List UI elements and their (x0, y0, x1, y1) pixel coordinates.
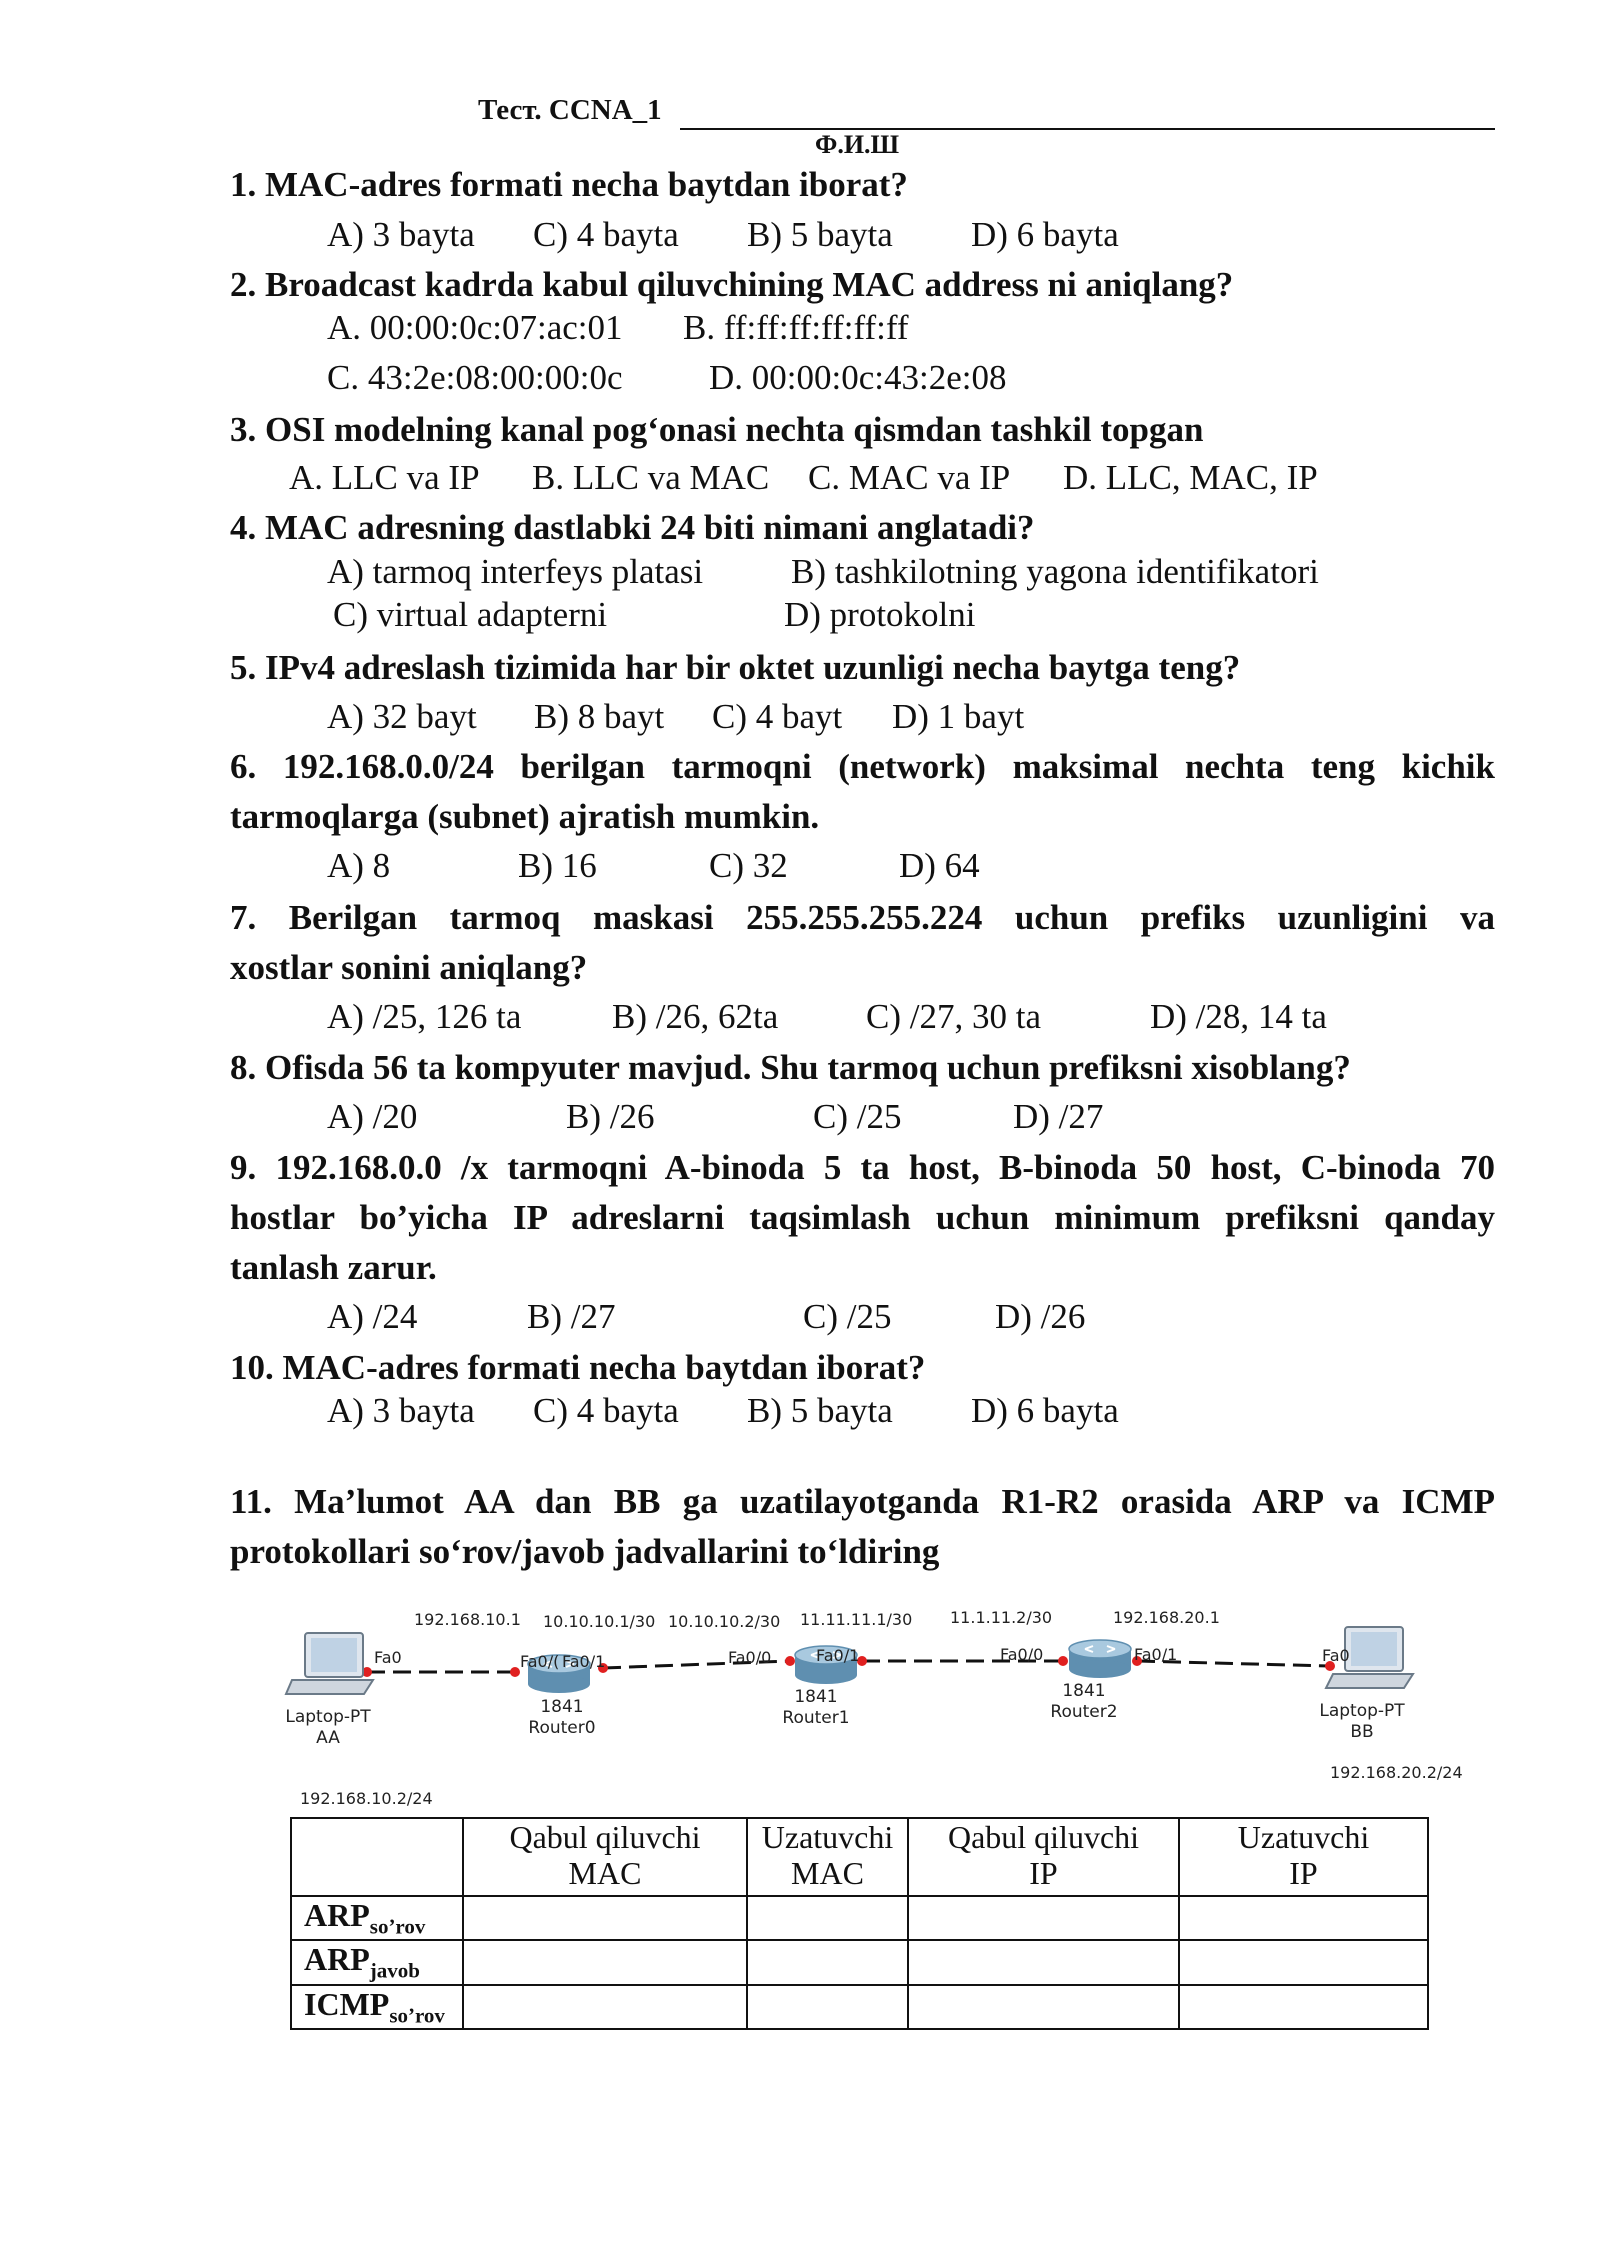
answer-cell[interactable] (463, 1896, 747, 1940)
option-9a: A) /24 (327, 1297, 418, 1336)
laptop-icon (286, 1633, 373, 1694)
device-model: 1841 (540, 1697, 584, 1717)
option-10b: B) 5 bayta (747, 1391, 893, 1430)
option-5a: A) 32 bayt (327, 697, 477, 736)
device-model: Laptop-PT (285, 1707, 371, 1727)
answer-cell[interactable] (1179, 1940, 1428, 1984)
question-10: 10. MAC-adres formati necha baytdan iborat? (230, 1348, 926, 1387)
question-6-line-1: 6. 192.168.0.0/24 berilgan tarmoqni (network) maksimal nechta teng kichik (230, 747, 1495, 786)
port-label: Fa0/( (520, 1652, 560, 1671)
option-4d: D) protokolni (784, 595, 976, 634)
device-name: Router0 (528, 1718, 596, 1738)
row-label: $ICMP_{so’rov}$ (291, 1985, 463, 2029)
option-5b: B) 8 bayt (534, 697, 665, 736)
row-label: $ARP_{javob}$ (291, 1940, 463, 1984)
question-5: 5. IPv4 adreslash tizimida har bir oktet uzunligi necha baytga teng? (230, 648, 1241, 687)
option-2c: C. 43:2e:08:00:00:0c (327, 358, 623, 397)
option-9d: D) /26 (995, 1297, 1086, 1336)
option-8d: D) /27 (1013, 1097, 1104, 1136)
ip-label: 192.168.10.2/24 (300, 1789, 433, 1808)
router-icon (1069, 1640, 1131, 1678)
option-7b: B) /26, 62ta (612, 997, 779, 1036)
option-4a: A) tarmoq interfeys platasi (327, 552, 704, 591)
option-9c: C) /25 (803, 1297, 892, 1336)
option-6a: A) 8 (327, 846, 391, 885)
answer-cell[interactable] (747, 1985, 908, 2029)
question-9-line-1: 9. 192.168.0.0 /x tarmoqni A-binoda 5 ta host, B-binoda 50 host, C-binoda 70 (230, 1148, 1495, 1187)
device-name: AA (316, 1728, 340, 1748)
answer-cell[interactable] (1179, 1896, 1428, 1940)
ip-label: 10.10.10.2/30 (668, 1612, 781, 1631)
option-1b: B) 5 bayta (747, 215, 893, 254)
answer-cell[interactable] (463, 1985, 747, 2029)
option-7d: D) /28, 14 ta (1150, 997, 1327, 1036)
port-label: Fa0/1 (562, 1652, 606, 1671)
answer-cell[interactable] (908, 1896, 1179, 1940)
device-aa-label (268, 1707, 388, 1749)
option-6d: D) 64 (899, 846, 980, 885)
table-header-dst-mac: Qabul qiluvchi MAC (463, 1818, 747, 1896)
option-8a: A) /20 (327, 1097, 418, 1136)
name-label: Ф.И.Ш (815, 130, 900, 159)
ip-label: 192.168.10.1 (414, 1610, 521, 1629)
option-8b: B) /26 (566, 1097, 655, 1136)
device-name: Router2 (1050, 1702, 1118, 1722)
port-label: Fa0 (1322, 1646, 1350, 1665)
question-11-line-1: 11. Ma’lumot AA dan BB ga uzatilayotganda R1-R2 orasida ARP va ICMP (230, 1482, 1495, 1521)
question-11-line-2: protokollari so‘rov/javob jadvallarini to‘ldiring (230, 1532, 940, 1571)
question-7-line-1: 7. Berilgan tarmoq maskasi 255.255.255.224 uchun prefiks uzunligini va (230, 898, 1495, 937)
option-10a: A) 3 bayta (327, 1391, 475, 1430)
table-row (291, 1940, 1428, 1984)
option-2b: B. ff:ff:ff:ff:ff:ff (683, 308, 909, 347)
router0-label (502, 1697, 622, 1739)
port-label: Fa0/0 (728, 1648, 772, 1667)
ip-label: 10.10.10.1/30 (543, 1612, 656, 1631)
question-1: 1. MAC-adres formati necha baytdan iborat? (230, 165, 908, 204)
question-8: 8. Ofisda 56 ta kompyuter mavjud. Shu tarmoq uchun prefiksni xisoblang? (230, 1048, 1351, 1087)
option-6b: B) 16 (518, 846, 597, 885)
option-1c: C) 4 bayta (533, 215, 679, 254)
option-10c: C) 4 bayta (533, 1391, 679, 1430)
option-1d: D) 6 bayta (971, 215, 1119, 254)
option-2d: D. 00:00:0c:43:2e:08 (709, 358, 1007, 397)
ip-label: 192.168.20.1 (1113, 1608, 1220, 1627)
answer-cell[interactable] (908, 1985, 1179, 2029)
answer-cell[interactable] (1179, 1985, 1428, 2029)
ip-label: 11.1.11.2/30 (950, 1608, 1053, 1627)
answer-cell[interactable] (747, 1896, 908, 1940)
port-label: Fa0/1 (1134, 1645, 1178, 1664)
question-2: 2. Broadcast kadrda kabul qiluvchining MAC address ni aniqlang? (230, 265, 1234, 304)
option-7a: A) /25, 126 ta (327, 997, 522, 1036)
arp-icmp-table (290, 1817, 1429, 2030)
answer-cell[interactable] (747, 1940, 908, 1984)
option-3d: D. LLC, MAC, IP (1063, 458, 1318, 497)
port-label: Fa0 (374, 1648, 402, 1667)
table-row (291, 1896, 1428, 1940)
table-header-row (291, 1818, 1428, 1896)
question-3: 3. OSI modelning kanal pog‘onasi nechta qismdan tashkil topgan (230, 410, 1204, 449)
question-7-line-2: xostlar sonini aniqlang? (230, 948, 588, 987)
option-8c: C) /25 (813, 1097, 902, 1136)
device-bb-label (1302, 1701, 1422, 1743)
device-model: 1841 (794, 1687, 838, 1707)
question-6-line-2: tarmoqlarga (subnet) ajratish mumkin. (230, 797, 820, 836)
option-7c: C) /27, 30 ta (866, 997, 1041, 1036)
option-4c: C) virtual adapterni (333, 595, 608, 634)
table-header-dst-ip: Qabul qiluvchi IP (908, 1818, 1179, 1896)
table-corner-cell (291, 1818, 463, 1896)
option-5c: C) 4 bayt (712, 697, 843, 736)
answer-cell[interactable] (908, 1940, 1179, 1984)
device-model: Laptop-PT (1319, 1701, 1405, 1721)
question-9-line-3: tanlash zarur. (230, 1248, 437, 1287)
option-9b: B) /27 (527, 1297, 616, 1336)
test-title: Тест. CCNA_1 (478, 94, 662, 126)
device-model: 1841 (1062, 1681, 1106, 1701)
option-5d: D) 1 bayt (892, 697, 1025, 736)
option-1a: A) 3 bayta (327, 215, 475, 254)
ip-label: 192.168.20.2/24 (1330, 1763, 1463, 1782)
option-3c: C. MAC va IP (808, 458, 1011, 497)
option-3a: A. LLC va IP (289, 458, 480, 497)
question-9-line-2: hostlar bo’yicha IP adreslarni taqsimlash uchun minimum prefiksni qanday (230, 1198, 1495, 1237)
port-label: Fa0/1 (816, 1646, 860, 1665)
option-2a: A. 00:00:0c:07:ac:01 (327, 308, 623, 347)
table-header-src-mac: Uzatuvchi MAC (747, 1818, 908, 1896)
answer-cell[interactable] (463, 1940, 747, 1984)
ip-label: 11.11.11.1/30 (800, 1610, 913, 1629)
table-header-src-ip: Uzatuvchi IP (1179, 1818, 1428, 1896)
option-4b: B) tashkilotning yagona identifikatori (791, 552, 1319, 591)
device-name: BB (1350, 1722, 1374, 1742)
question-4: 4. MAC adresning dastlabki 24 biti nimani anglatadi? (230, 508, 1035, 547)
row-label: $ARP_{so’rov}$ (291, 1896, 463, 1940)
option-3b: B. LLC va MAC (532, 458, 770, 497)
option-10d: D) 6 bayta (971, 1391, 1119, 1430)
table-row (291, 1985, 1428, 2029)
option-6c: C) 32 (709, 846, 788, 885)
router1-label (756, 1687, 876, 1729)
port-label: Fa0/0 (1000, 1645, 1044, 1664)
device-name: Router1 (782, 1708, 850, 1728)
router2-label (1024, 1681, 1144, 1723)
